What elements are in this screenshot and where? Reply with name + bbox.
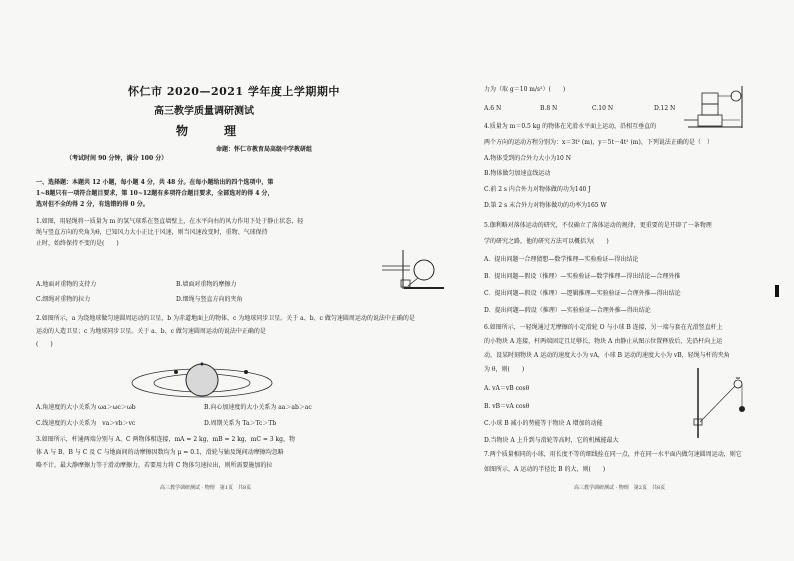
q1-option-a: A.地面对重物的支持力: [36, 281, 97, 288]
q3-line-3: 略不计，最大静摩擦力等于滑动摩擦力，若要用力将 C 物体匀速拉出，则所需要施加的拉: [36, 462, 273, 469]
q6-rope: [700, 386, 735, 422]
q2-option-c: C.线速度的大小关系为 va＞vb＞vc: [36, 420, 136, 427]
exam-info: （考试时间 90 分钟，满分 100 分）: [66, 155, 168, 162]
q3-option-a: A.6 N: [484, 105, 502, 112]
q3-line-1: 3.如图所示，杆通两端分别与 A、C 两物体相连接，mA = 2 kg，mB = 2 kg，mC = 3 kg，物: [36, 436, 295, 443]
section-line-3: 选对但不全的得 2 分，有选错的得 0 分。: [36, 201, 149, 208]
q1-option-b: B.墙面对重物的摩擦力: [176, 281, 237, 288]
q1-option-c: C.细绳对重物的拉力: [36, 296, 91, 303]
q3-option-d: D.12 N: [654, 105, 676, 112]
q5-option-b: B．提出问题—假设（推理）—实验验证—数学推理—得出结论—合理外推: [484, 273, 681, 280]
q7-line-1: 7.两个质量相同的小球，用长度不等的细线拴在同一点，并在同一水平面内做匀速圆周运动，则它: [484, 451, 742, 458]
page-left: [36, 0, 415, 561]
q1-line-3: 止时，始终保持不变的是( ): [36, 240, 119, 247]
q2-figure: [36, 0, 415, 561]
q3-option-b: B.8 N: [540, 105, 558, 112]
q1-line-2: 绳与竖直方向的夹角为θ，已知风力大小正比于风速，则当风速改变时，重物、气球保持: [36, 229, 268, 236]
q6-option-a: A. vA＝vB cosθ: [484, 385, 530, 392]
q4-option-b: B.物体做匀加速直线运动: [484, 170, 551, 177]
q2-line-1: 2.如图所示，a 为绕地球做匀速圆周运动的卫星，b 为赤道地面上的物体，c 为地球同步卫星。关于 a、b、c 做匀速圆周运动的说法中正确的是: [36, 315, 415, 322]
q6-option-b: B. vB＝vA cosθ: [484, 403, 530, 410]
q2-line-3: ( ): [36, 341, 53, 348]
q5-option-c: C．提出问题—假设（推理）—逻辑推理—实验验证—合理外推—得出结论: [484, 290, 681, 297]
section-heading: 一、选择题：本题共 12 小题，每小题 4 分，共 48 分。在每小题给出的四个选项中，第: [36, 179, 274, 186]
q6-line-4: 为 θ，则( ): [484, 366, 525, 373]
page-right: [474, 0, 774, 561]
q5-option-d: D．提出问题—假设（推理）—实验验证—合理外推—得出结论: [484, 307, 651, 314]
q6-line-3: 动，设某时刻物块 A 运动的速度大小为 vA，小球 B 运动的速度大小为 vB，轻绳与杆的夹角: [484, 352, 730, 359]
q3-option-c: C.10 N: [592, 105, 614, 112]
q6-pulley-o: [734, 380, 742, 388]
q4-line-2: 两个方向的运动方程分别为：x＝3t² (m)，y＝5t－4t² (m)，下列说法正确的是（ ）: [484, 139, 713, 146]
q5-line-1: 5.伽利略对落体运动的研究，不仅确立了落体运动的规律，更重要的是开辟了一条物理: [484, 222, 712, 229]
q2-line-2: 运动的人造卫星；c 为地球同步卫星。关于 a、b、c 做匀速圆周运动的说法中正确的是: [36, 328, 266, 335]
q4-option-c: C.前 2 s 内合外力对物体做的功为140 J: [484, 186, 591, 193]
q3-continuation: 力为（取 g＝10 m/s²）( ): [484, 86, 566, 93]
q5-line-2: 学的研究之路，他的研究方法可以概括为( ): [484, 238, 609, 245]
q6-ball-b: [739, 406, 745, 412]
exam-title: 怀仁市 2020—2021 学年度上学期期中: [128, 85, 340, 98]
q6-option-d: D.当物块 A 上升到与滑轮等高时，它的机械能最大: [484, 437, 619, 444]
q4-option-a: A.物体受到的合外力大小为10 N: [484, 155, 572, 162]
q2-option-a: A.角速度的大小关系为 ωa＞ωc＞ωb: [36, 404, 136, 411]
q4-option-d: D.第 2 s 末合外力对物体做功的功率为165 W: [484, 202, 607, 209]
q4-line-1: 4.质量为 m＝0.5 kg 的物体在光滑水平面上运动，沿相互垂直的: [484, 123, 657, 130]
section-line-2: 1~8题只有一项符合题目要求，第 10~12题有多项符合题目要求，全部选对的得 4 分，: [36, 190, 274, 197]
q2-earth: [186, 364, 218, 396]
q6-line-1: 6.如图所示，一轻绳通过无摩擦的小定滑轮 O 与小球 B 连接，另一端与套在光滑竖直杆上: [484, 324, 723, 331]
left-page-footer: 高三教学调研测试 · 物理 第1页 共8页: [160, 485, 252, 491]
q2-satellite-c: [244, 370, 248, 374]
q5-option-a: A．提出问题一合理猜想—数学推理—实验验证—得出结论: [484, 256, 639, 263]
q6-figure: [474, 0, 774, 561]
q6-line-2: 的小物块 A 连接，杆两端固定且足够长，物块 A 由静止从图示位置释放后，先沿杆向上运: [484, 338, 723, 345]
q6-option-c: C.小球 B 减小的势能等于物块 A 增加的动能: [484, 420, 603, 427]
q2-satellite-a: [174, 370, 178, 374]
exam-subtitle: 高三教学质量调研测试: [154, 106, 254, 117]
q1-line-1: 1.如图，用轻绳将一质量为 m 的氢气球系在竖直墙壁上，在水平向右的风力作用下处于静止状态，轻: [36, 218, 304, 225]
q7-line-2: 如图所示，A 运动的半径比 B 的大，则( ): [484, 466, 606, 473]
q2-option-b: B.向心加速度的大小关系为 aa＞ab＞ac: [204, 404, 312, 411]
author-line: 命题：怀仁市教育局高级中学教研组: [216, 146, 313, 153]
q3-line-2: 体 A 与 B、B 与 C 及 C 与地面间的动摩擦因数均为 μ = 0.1，滑轮与轴及绳间动摩擦均忽略: [36, 449, 284, 456]
subject-title: 物 理: [176, 124, 249, 138]
q2-option-d: D.周期关系为 Ta＞Tc＞Tb: [204, 420, 277, 427]
margin-mark: [775, 285, 779, 297]
q2-object-b: [201, 363, 204, 366]
q1-option-d: D.细绳与竖直方向的夹角: [176, 296, 243, 303]
right-page-footer: 高三教学调研测试 · 物理 第2页 共8页: [574, 485, 666, 491]
